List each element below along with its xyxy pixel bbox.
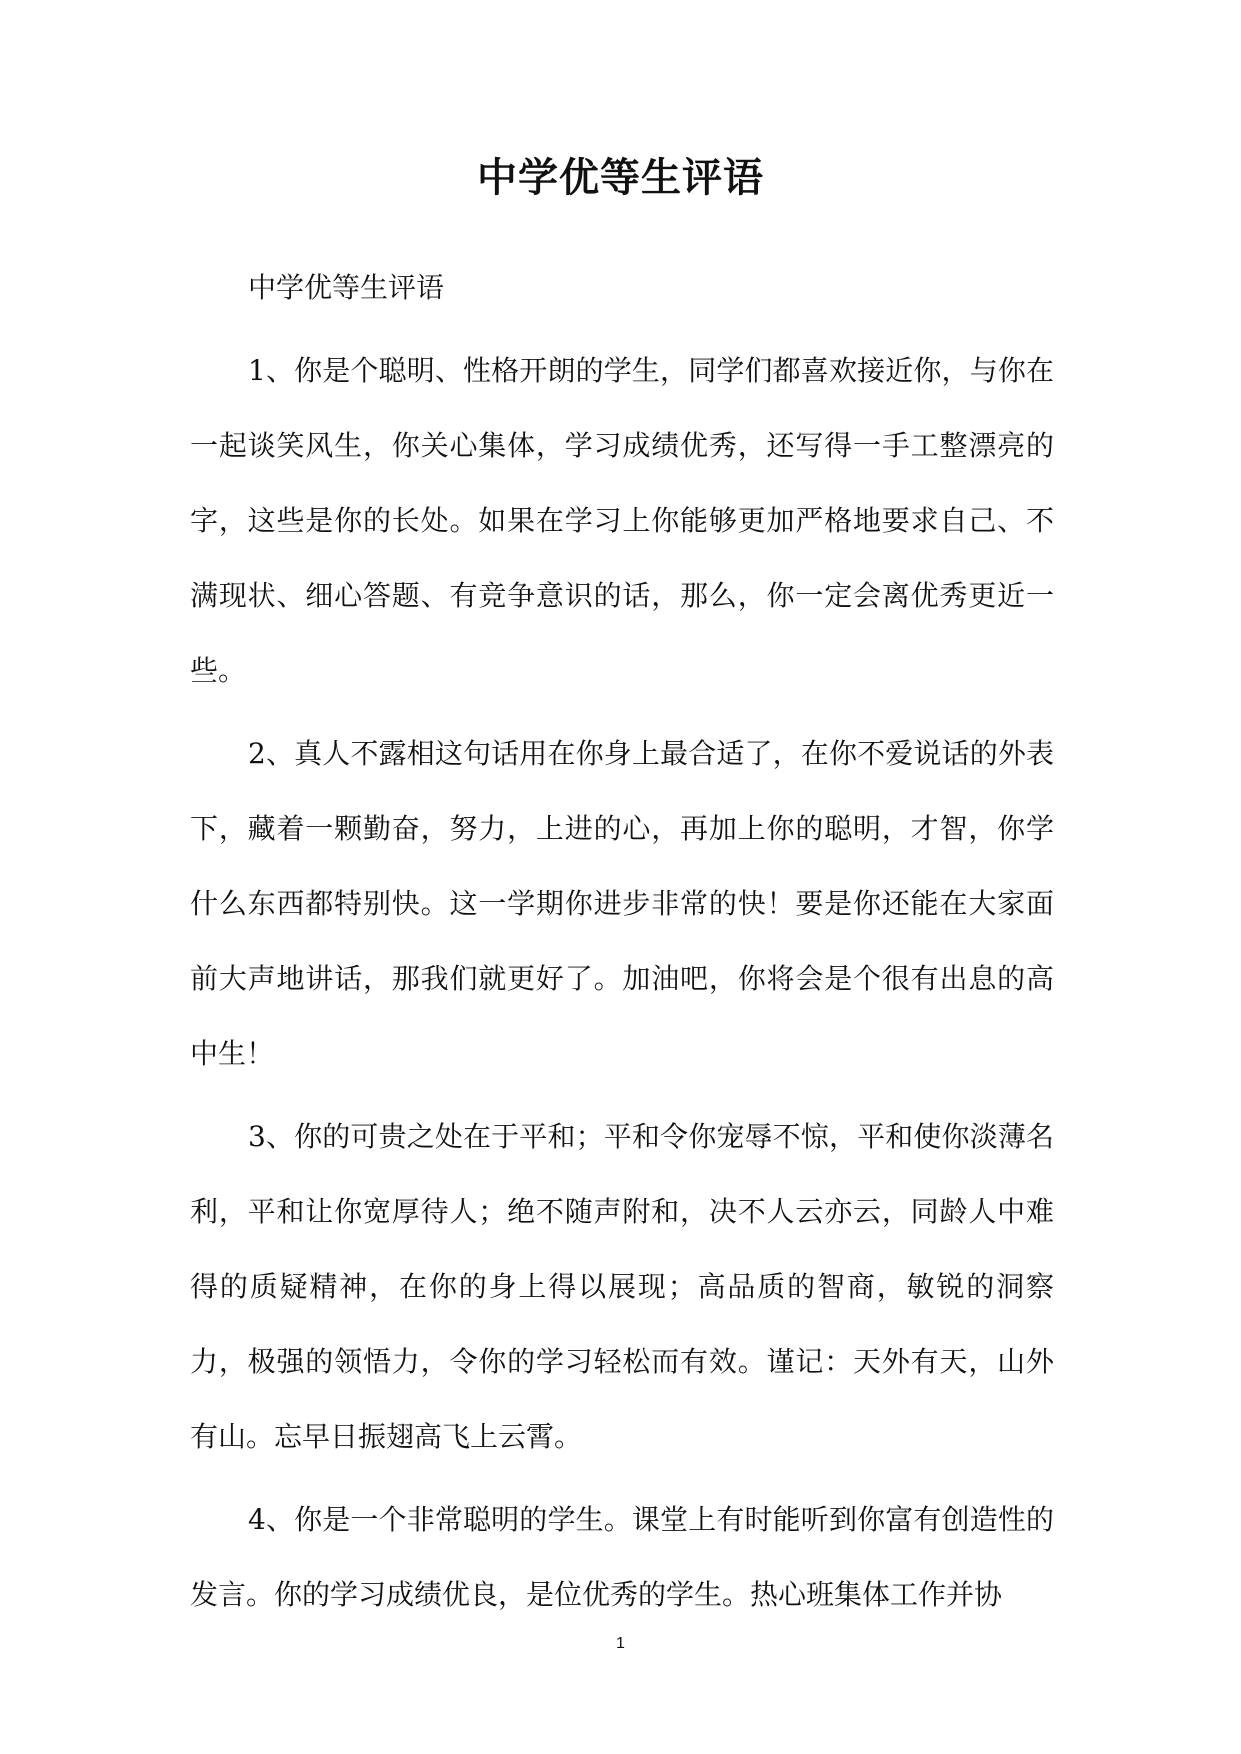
subtitle-paragraph: 中学优等生评语 xyxy=(248,271,445,304)
comment-paragraph-4: 4、你是一个非常聪明的学生。课堂上有时能听到你富有创造性的发言。你的学习成绩优良，是位优秀的学生。热心班集体工作并协 xyxy=(190,1503,1054,1611)
document-title: 中学优等生评语 xyxy=(477,155,764,201)
comment-paragraph-3: 3、你的可贵之处在于平和；平和令你宠辱不惊，平和使你淡薄名利，平和让你宽厚待人；绝不随声附和，决不人云亦云，同龄人中难得的质疑精神，在你的身上得以展现；高品质的智商，敏锐的洞察力，极强的领悟力，令你的学习轻松而有效。谨记：天外有天，山外有山。忘早日振翅高飞上云霄。 xyxy=(190,1120,1054,1453)
page-number: 1 xyxy=(616,1635,625,1652)
comment-paragraph-1: 1、你是个聪明、性格开朗的学生，同学们都喜欢接近你，与你在一起谈笑风生，你关心集体，学习成绩优秀，还写得一手工整漂亮的字，这些是你的长处。如果在学习上你能够更加严格地要求自己、不满现状、细心答题、有竞争意识的话，那么，你一定会离优秀更近一些。 xyxy=(190,354,1054,687)
comment-paragraph-2: 2、真人不露相这句话用在你身上最合适了，在你不爱说话的外表下，藏着一颗勤奋，努力，上进的心，再加上你的聪明，才智，你学什么东西都特别快。这一学期你进步非常的快！要是你还能在大家面前大声地讲话，那我们就更好了。加油吧，你将会是个很有出息的高中生！ xyxy=(190,737,1054,1070)
document-body xyxy=(190,250,1054,1640)
